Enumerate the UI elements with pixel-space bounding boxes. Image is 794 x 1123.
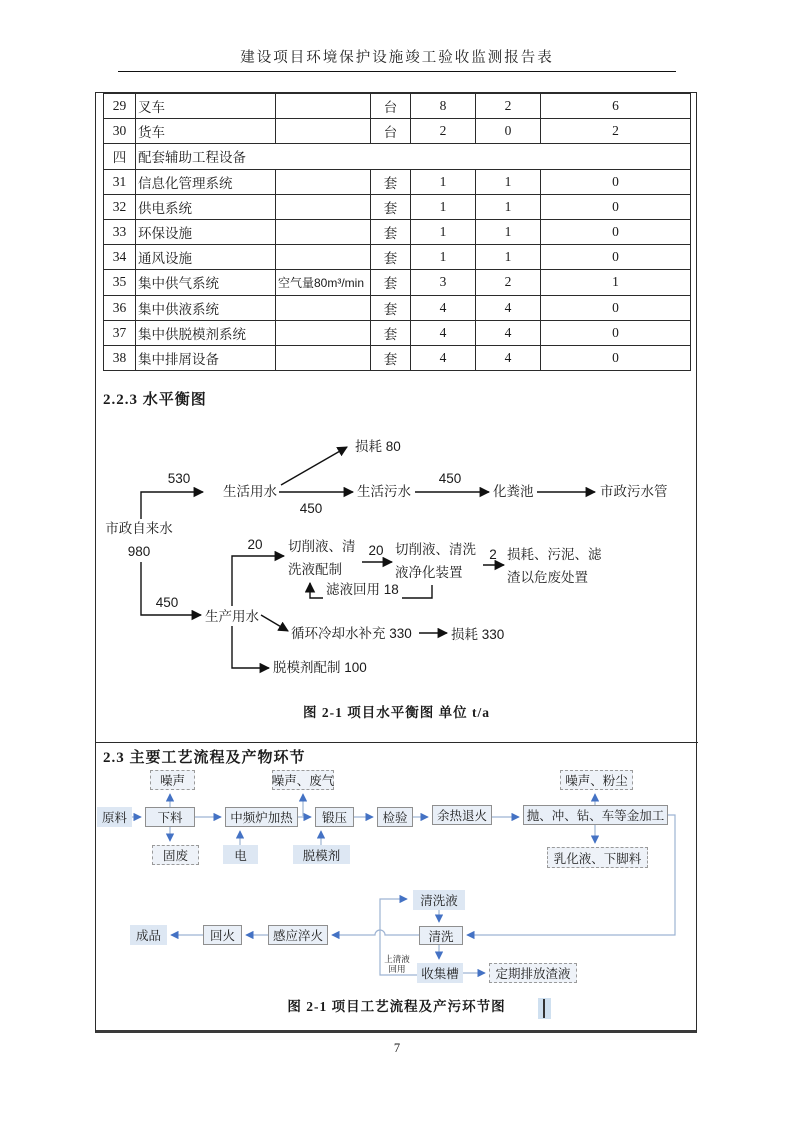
node-production-water: 生产用水 bbox=[205, 609, 259, 624]
table-row bbox=[104, 270, 691, 295]
table-cell: 36 bbox=[104, 295, 136, 320]
arrow-machining-to-cleaning bbox=[467, 815, 675, 935]
node-inspection: 检验 bbox=[377, 807, 413, 827]
document-header-title: 建设项目环境保护设施竣工验收监测报告表 bbox=[240, 50, 554, 66]
node-raw-material: 原料 bbox=[97, 807, 132, 827]
node-cutting-prep: 切削液、清洗液配制 bbox=[288, 539, 356, 577]
node-release-agent: 脱模剂 bbox=[293, 845, 350, 864]
node-tap-water: 市政自来水 bbox=[105, 521, 173, 536]
table-cell: 台 bbox=[371, 94, 411, 119]
flow-value-450-sewage: 450 bbox=[299, 501, 323, 516]
table-cell: 2 bbox=[476, 270, 541, 295]
node-forging: 锻压 bbox=[315, 807, 354, 827]
table-cell: 3 bbox=[411, 270, 476, 295]
cursor-bar bbox=[543, 999, 545, 1018]
table-cell: 1 bbox=[476, 245, 541, 270]
table-cell: 集中排屑设备 bbox=[136, 345, 276, 370]
flow-value-20-purify: 20 bbox=[368, 543, 384, 558]
node-solid-waste: 固废 bbox=[152, 845, 199, 865]
flow-value-20-prep: 20 bbox=[247, 537, 263, 552]
table-row bbox=[104, 245, 691, 270]
table-cell: 1 bbox=[476, 194, 541, 219]
table-cell: 35 bbox=[104, 270, 136, 295]
page-number: 7 bbox=[393, 1041, 401, 1055]
process-flow-diagram bbox=[95, 770, 695, 995]
table-cell: 套 bbox=[371, 219, 411, 244]
table-cell: 4 bbox=[476, 295, 541, 320]
arrow-production-to-release bbox=[232, 626, 269, 668]
node-blanking: 下料 bbox=[145, 807, 195, 827]
node-finished-product: 成品 bbox=[130, 925, 167, 945]
table-cell: 0 bbox=[541, 219, 691, 244]
table-cell: 1 bbox=[476, 169, 541, 194]
table-cell bbox=[276, 194, 371, 219]
node-tempering: 回火 bbox=[203, 925, 242, 945]
process-flow-caption: 图 2-1 项目工艺流程及产污环节图 bbox=[287, 999, 506, 1014]
table-cell: 四 bbox=[104, 144, 136, 169]
node-noise-gas: 噪声、废气 bbox=[272, 770, 334, 790]
water-balance-caption: 图 2-1 项目水平衡图 单位 t/a bbox=[303, 705, 490, 720]
table-cell: 0 bbox=[541, 194, 691, 219]
text-cursor-artifact bbox=[538, 998, 551, 1019]
node-furnace: 中频炉加热 bbox=[225, 807, 298, 827]
node-septic-tank: 化粪池 bbox=[493, 484, 534, 499]
node-domestic-sewage: 生活污水 bbox=[357, 484, 411, 499]
table-cell: 38 bbox=[104, 345, 136, 370]
flow-value-2: 2 bbox=[489, 547, 497, 562]
table-row bbox=[104, 144, 691, 169]
table-cell bbox=[276, 245, 371, 270]
flow-value-450-production: 450 bbox=[155, 595, 179, 610]
section-divider bbox=[95, 742, 698, 743]
table-cell: 1 bbox=[411, 194, 476, 219]
table-row bbox=[104, 169, 691, 194]
header-rule bbox=[118, 71, 676, 72]
node-cooling-makeup: 循环冷却水补充 330 bbox=[291, 626, 412, 641]
arrow-domestic-to-loss bbox=[281, 447, 347, 485]
node-release-agent-prep: 脱模剂配制 100 bbox=[273, 660, 367, 675]
table-cell: 通风设施 bbox=[136, 245, 276, 270]
table-cell: 4 bbox=[476, 345, 541, 370]
table-cell: 集中供液系统 bbox=[136, 295, 276, 320]
table-cell bbox=[276, 94, 371, 119]
table-cell: 货车 bbox=[136, 119, 276, 144]
node-electricity: 电 bbox=[223, 845, 258, 864]
table-cell: 1 bbox=[476, 219, 541, 244]
node-emulsion-scrap: 乳化液、下脚料 bbox=[547, 847, 648, 868]
arrow-production-to-cooling bbox=[261, 615, 288, 631]
node-filtrate-reuse: 滤液回用 18 bbox=[323, 581, 402, 599]
table-cell: 环保设施 bbox=[136, 219, 276, 244]
node-noise-dust: 噪声、粉尘 bbox=[560, 770, 633, 790]
node-municipal-pipe: 市政污水管 bbox=[600, 484, 668, 499]
table-cell: 33 bbox=[104, 219, 136, 244]
node-discharge: 定期排放渣液 bbox=[489, 963, 577, 983]
table-cell: 4 bbox=[411, 295, 476, 320]
table-row bbox=[104, 320, 691, 345]
table-cell: 套 bbox=[371, 169, 411, 194]
table-cell: 4 bbox=[411, 345, 476, 370]
label-supernatant-reuse: 上清液回用 bbox=[382, 954, 412, 974]
table-row bbox=[104, 194, 691, 219]
table-cell bbox=[276, 295, 371, 320]
table-cell: 0 bbox=[541, 245, 691, 270]
table-cell: 0 bbox=[541, 295, 691, 320]
table-cell: 配套辅助工程设备 bbox=[136, 144, 691, 169]
table-cell bbox=[276, 169, 371, 194]
table-row bbox=[104, 345, 691, 370]
table-cell: 台 bbox=[371, 119, 411, 144]
table-cell: 29 bbox=[104, 94, 136, 119]
table-cell bbox=[276, 219, 371, 244]
node-collection-tank: 收集槽 bbox=[417, 963, 463, 983]
node-cleaning: 清洗 bbox=[419, 926, 463, 945]
table-cell: 2 bbox=[411, 119, 476, 144]
table-cell: 供电系统 bbox=[136, 194, 276, 219]
table-cell: 套 bbox=[371, 194, 411, 219]
table-cell: 34 bbox=[104, 245, 136, 270]
table-cell: 1 bbox=[411, 219, 476, 244]
table-cell: 1 bbox=[541, 270, 691, 295]
arrow-production-to-prep bbox=[232, 556, 284, 606]
table-cell: 套 bbox=[371, 245, 411, 270]
table-cell: 4 bbox=[476, 320, 541, 345]
node-cooling-loss: 损耗 330 bbox=[451, 627, 505, 642]
table-cell: 套 bbox=[371, 295, 411, 320]
table-cell: 1 bbox=[411, 245, 476, 270]
equipment-table bbox=[103, 93, 691, 371]
section-heading-water-balance: 2.2.3 水平衡图 bbox=[103, 392, 207, 408]
table-row bbox=[104, 94, 691, 119]
table-cell: 0 bbox=[541, 345, 691, 370]
table-cell: 0 bbox=[541, 320, 691, 345]
table-row bbox=[104, 219, 691, 244]
table-cell: 31 bbox=[104, 169, 136, 194]
node-tap-water-amount: 980 bbox=[127, 544, 151, 559]
table-cell: 集中供脱模剂系统 bbox=[136, 320, 276, 345]
table-cell: 6 bbox=[541, 94, 691, 119]
table-cell: 套 bbox=[371, 270, 411, 295]
table-cell: 空气量80m³/min bbox=[276, 270, 371, 295]
node-noise: 噪声 bbox=[150, 770, 195, 790]
node-machining: 抛、冲、钻、车等金加工 bbox=[523, 805, 668, 825]
table-cell: 2 bbox=[476, 94, 541, 119]
table-cell: 套 bbox=[371, 345, 411, 370]
water-balance-diagram bbox=[95, 425, 695, 695]
table-cell: 37 bbox=[104, 320, 136, 345]
table-cell: 套 bbox=[371, 320, 411, 345]
node-cleaning-fluid: 清洗液 bbox=[413, 890, 465, 910]
table-cell: 0 bbox=[476, 119, 541, 144]
equipment-table-body bbox=[104, 94, 691, 371]
node-domestic-loss: 损耗 80 bbox=[355, 439, 401, 454]
table-cell: 叉车 bbox=[136, 94, 276, 119]
node-annealing: 余热退火 bbox=[432, 805, 492, 825]
node-purifier: 切削液、清洗液净化装置 bbox=[395, 542, 476, 580]
table-cell bbox=[276, 320, 371, 345]
table-cell: 2 bbox=[541, 119, 691, 144]
flow-value-450-septic: 450 bbox=[438, 471, 462, 486]
arrow-tap-to-domestic bbox=[141, 492, 203, 519]
node-hazardous-waste: 损耗、污泥、滤渣以危废处置 bbox=[507, 547, 602, 585]
flow-value-530: 530 bbox=[167, 471, 191, 486]
table-cell: 30 bbox=[104, 119, 136, 144]
table-cell bbox=[276, 345, 371, 370]
node-quenching: 感应淬火 bbox=[268, 925, 328, 945]
node-domestic-water: 生活用水 bbox=[223, 484, 277, 499]
table-cell: 4 bbox=[411, 320, 476, 345]
table-cell: 32 bbox=[104, 194, 136, 219]
table-cell: 信息化管理系统 bbox=[136, 169, 276, 194]
table-cell: 集中供气系统 bbox=[136, 270, 276, 295]
table-cell: 8 bbox=[411, 94, 476, 119]
table-cell bbox=[276, 119, 371, 144]
section-heading-process-flow: 2.3 主要工艺流程及产物环节 bbox=[103, 750, 306, 766]
table-row bbox=[104, 295, 691, 320]
table-cell: 0 bbox=[541, 169, 691, 194]
arrow-cleaning-to-quenching bbox=[332, 930, 419, 935]
table-row bbox=[104, 119, 691, 144]
table-cell: 1 bbox=[411, 169, 476, 194]
